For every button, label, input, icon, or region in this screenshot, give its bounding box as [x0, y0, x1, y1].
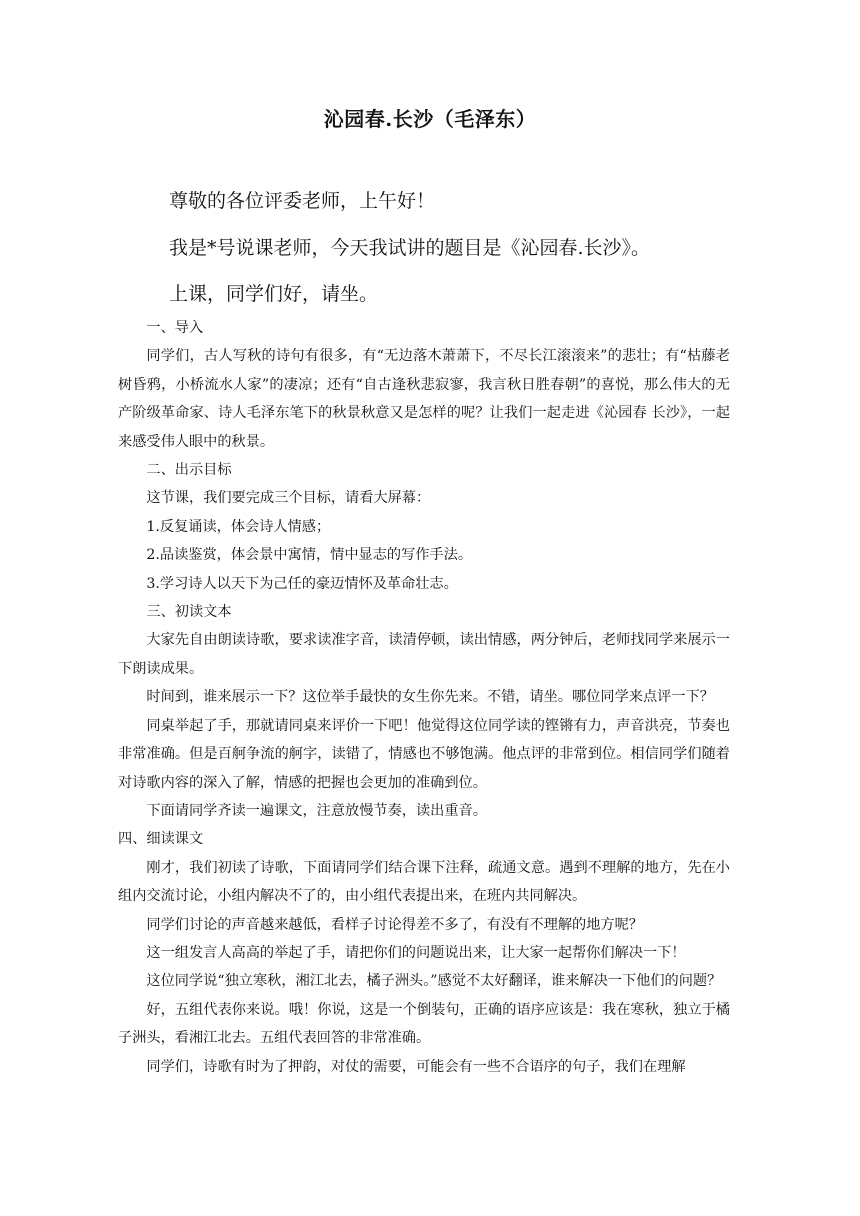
section-heading: 三、初读文本 [146, 604, 232, 621]
paragraph: 大家先自由朗读诗歌，要求读准字音，读清停顿，读出情感，两分钟后，老师找同学来展示一下朗读成果。 [118, 632, 730, 677]
greeting-line: 上课，同学们好，请坐。 [169, 283, 379, 305]
paragraph: 同学们，古人写秋的诗句有很多，有“无边落木萧萧下，不尽长江滚滚来”的悲壮；有“枯藤老树昏鸦，小桥流水人家”的凄凉；还有“自古逢秋悲寂寥，我言秋日胜春朝”的喜悦，那么伟大的无产阶级革命家、诗人毛泽东笔下的秋景秋意又是怎样的呢？让我们一起走进《沁园春 长沙》，一起来感受伟人眼中的秋景。 [118, 348, 730, 450]
page-title: 沁园春.长沙（毛泽东） [323, 107, 537, 131]
paragraph: 刚才，我们初读了诗歌，下面请同学们结合课下注释，疏通文意。遇到不理解的地方，先在小组内交流讨论，小组内解决不了的，由小组代表提出来，在班内共同解决。 [118, 859, 730, 905]
list-item: 2.品读鉴赏，体会景中寓情，情中显志的写作手法。 [146, 547, 473, 564]
section-heading: 一、导入 [146, 320, 204, 336]
list-item: 3.学习诗人以天下为己任的豪迈情怀及革命壮志。 [146, 575, 458, 592]
paragraph: 这节课，我们要完成三个目标，请看大屏幕： [146, 490, 431, 507]
section-heading: 二、出示目标 [146, 462, 232, 479]
paragraph: 同桌举起了手，那就请同桌来评价一下吧！他觉得这位同学读的铿锵有力，声音洪亮，节奏也非常准确。但是百舸争流的舸字，读错了，情感也不够饱满。他点评的非常到位。相信同学们随着对诗歌内容的深入了解，情感的把握也会更加的准确到位。 [118, 717, 730, 791]
greeting-line: 我是*号说课老师，今天我试讲的题目是《沁园春.长沙》。 [169, 237, 651, 259]
paragraph: 同学们，诗歌有时为了押韵，对仗的需要，可能会有一些不合语序的句子，我们在理解 [146, 1058, 686, 1075]
paragraph: 下面请同学齐读一遍课文，注意放慢节奏，读出重音。 [146, 802, 487, 819]
section-heading: 四、细读课文 [118, 831, 204, 848]
greeting-line: 尊敬的各位评委老师，上午好！ [169, 190, 436, 212]
paragraph: 时间到，谁来展示一下？这位举手最快的女生你先来。不错，请坐。哪位同学来点评一下？ [146, 689, 714, 706]
lesson-body [118, 314, 730, 1081]
list-item: 1.反复诵读，体会诗人情感； [146, 518, 331, 535]
paragraph: 这位同学说“独立寒秋，湘江北去，橘子洲头。”感觉不太好翻译，谁来解决一下他们的问题？ [146, 973, 722, 990]
paragraph: 这一组发言人高高的举起了手，请把你们的问题说出来，让大家一起帮你们解决一下！ [146, 944, 686, 961]
paragraph: 同学们讨论的声音越来越低，看样子讨论得差不多了，有没有不理解的地方呢？ [146, 916, 643, 933]
paragraph: 好，五组代表你来说。哦！你说，这是一个倒装句，正确的语序应该是：我在寒秋，独立于橘子洲头，看湘江北去。五组代表回答的非常准确。 [118, 1001, 730, 1047]
